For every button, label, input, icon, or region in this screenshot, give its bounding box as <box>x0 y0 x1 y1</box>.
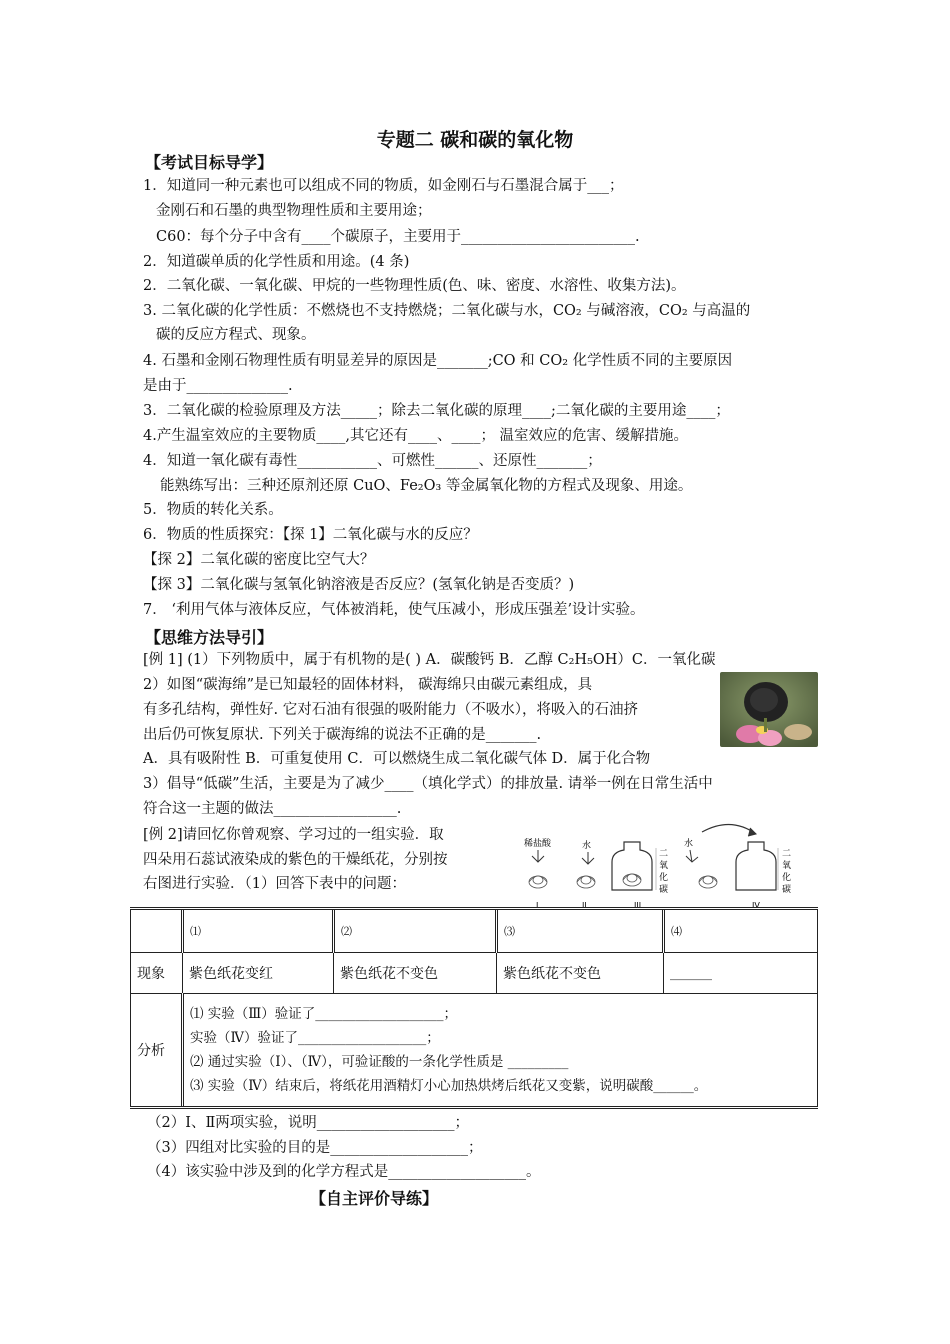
table-cell: 紫色纸花变红 <box>183 953 334 994</box>
analysis-line: ⑶ 实验（Ⅳ）结束后，将纸花用酒精灯小心加热烘烤后纸花又变紫，说明碳酸______。 <box>190 1078 708 1094</box>
svg-text:二: 二 <box>782 849 792 859</box>
svg-text:I: I <box>536 901 539 910</box>
table-cell: 紫色纸花不变色 <box>497 953 664 994</box>
svg-text:化: 化 <box>782 873 792 883</box>
experiment-results-table <box>130 907 818 1109</box>
text-line: 有多孔结构，弹性好. 它对石油有很强的吸附能力（不吸水），将吸入的石油挤 <box>143 702 638 718</box>
svg-text:二: 二 <box>659 849 669 859</box>
text-line: 2）如图“碳海绵”是已知最轻的固体材料， 碳海绵只由碳元素组成，具 <box>143 677 593 693</box>
text-line: 符合这一主题的做法_________________. <box>143 801 402 817</box>
table-cell: 紫色纸花不变色 <box>334 953 497 994</box>
text-line: 4．知道一氧化碳有毒性___________、可燃性______、还原性_______； <box>143 453 602 469</box>
label-water-2: 水 <box>684 839 694 849</box>
row-label-phenomenon: 现象 <box>131 953 183 994</box>
label-water-1: 水 <box>582 841 592 851</box>
text-line: A．具有吸附性 B．可重复使用 C．可以燃烧生成二氧化碳气体 D．属于化合物 <box>143 751 651 767</box>
text-line: 是由于______________. <box>143 378 293 394</box>
text-line: 能熟练写出：三种还原剂还原 CuO、Fe₂O₃ 等金属氧化物的方程式及现象、用途。 <box>160 478 693 494</box>
svg-text:氧: 氧 <box>659 861 669 871</box>
analysis-line: 实验（Ⅳ）验证了___________________； <box>190 1030 440 1046</box>
text-line: 2．二氧化碳、一氧化碳、甲烷的一些物理性质(色、味、密度、水溶性、收集方法)。 <box>143 278 686 294</box>
text-line: 出后仍可恢复原状. 下列关于碳海绵的说法不正确的是_______. <box>143 727 542 743</box>
experiment-apparatus-diagram <box>516 820 826 910</box>
section-heading-self-assessment: 【自主评价导练】 <box>310 1189 439 1208</box>
text-line: C60：每个分子中含有____个碳原子，主要用于________________________. <box>156 229 640 245</box>
text-line: 3．二氧化碳的检验原理及方法_____；除去二氧化碳的原理____;二氧化碳的主要用途____； <box>143 403 730 419</box>
text-line: 4.产生温室效应的主要物质____,其它还有____、____； 温室效应的危害、缓解措施。 <box>143 428 689 444</box>
text-line: 1．知道同一种元素也可以组成不同的物质，如金刚石与石墨混合属于___； <box>143 178 624 194</box>
text-line: [例 2]请回忆你曾观察、学习过的一组实验．取 <box>143 827 444 843</box>
table-header-cell: ⑴ <box>183 909 334 953</box>
svg-text:II: II <box>582 901 587 910</box>
text-line: 右图进行实验．（1）回答下表中的问题： <box>143 876 406 892</box>
text-line: 7． ‘利用气体与液体反应，气体被消耗，使气压减小，形成压强差’设计实验。 <box>143 602 645 618</box>
text-line: 5．物质的转化关系。 <box>143 502 283 518</box>
text-line: 2．知道碳单质的化学性质和用途。(4 条) <box>143 254 410 270</box>
table-row-phenomenon <box>131 953 818 994</box>
page-title: 专题二 碳和碳的氧化物 <box>376 129 574 151</box>
svg-text:III: III <box>634 901 642 910</box>
text-line: （2）Ⅰ、Ⅱ两项实验，说明___________________； <box>147 1115 470 1131</box>
table-cell: ______ <box>664 953 818 994</box>
table-row-analysis <box>131 994 818 1108</box>
text-line: 【探 2】二氧化碳的密度比空气大？ <box>143 552 375 568</box>
text-line: （4）该实验中涉及到的化学方程式是___________________。 <box>147 1164 541 1180</box>
text-line: 四朵用石蕊试液染成的紫色的干燥纸花，分别按 <box>143 852 448 868</box>
svg-text:IV: IV <box>752 901 760 910</box>
table-header-row <box>131 909 818 953</box>
analysis-line: ⑵ 通过实验（Ⅰ）、（Ⅳ），可验证酸的一条化学性质是 _________ <box>190 1054 569 1070</box>
table-header-cell: ⑶ <box>497 909 664 953</box>
text-line: 3. 二氧化碳的化学性质：不燃烧也不支持燃烧；二氧化碳与水，CO₂ 与碱溶液，CO₂ 与高温的 <box>143 303 751 319</box>
svg-text:碳: 碳 <box>659 885 669 895</box>
label-dilute-hcl: 稀盐酸 <box>524 839 552 849</box>
text-line: 金刚石和石墨的典型物理性质和主要用途； <box>156 203 432 219</box>
text-line: [例 1] (1）下列物质中，属于有机物的是( ) A．碳酸钙 B．乙醇 C₂H₅OH）C．一氧化碳 <box>143 652 716 668</box>
text-line: 3）倡导“低碳”生活，主要是为了减少____（填化学式）的排放量. 请举一例在日常生活中 <box>143 776 713 792</box>
table-header-cell: ⑷ <box>664 909 818 953</box>
text-line: 4. 石墨和金刚石物理性质有明显差异的原因是_______;CO 和 CO₂ 化学性质不同的主要原因 <box>143 353 733 369</box>
text-line: （3）四组对比实验的目的是___________________； <box>147 1140 483 1156</box>
svg-text:氧: 氧 <box>782 861 792 871</box>
carbon-sponge-photo <box>720 672 818 747</box>
section-heading-exam-goals: 【考试目标导学】 <box>145 153 274 172</box>
text-line: 【探 3】二氧化碳与氢氧化钠溶液是否反应？(氢氧化钠是否变质？) <box>143 577 575 593</box>
row-label-analysis: 分析 <box>131 994 183 1108</box>
svg-text:化: 化 <box>659 873 669 883</box>
table-header-cell: ⑵ <box>334 909 497 953</box>
analysis-line: ⑴ 实验（Ⅲ）验证了___________________； <box>190 1006 458 1022</box>
svg-text:碳: 碳 <box>782 885 792 895</box>
section-heading-thinking-methods: 【思维方法导引】 <box>145 628 274 647</box>
text-line: 碳的反应方程式、现象。 <box>156 327 316 343</box>
text-line: 6．物质的性质探究：【探 1】二氧化碳与水的反应？ <box>143 527 478 543</box>
